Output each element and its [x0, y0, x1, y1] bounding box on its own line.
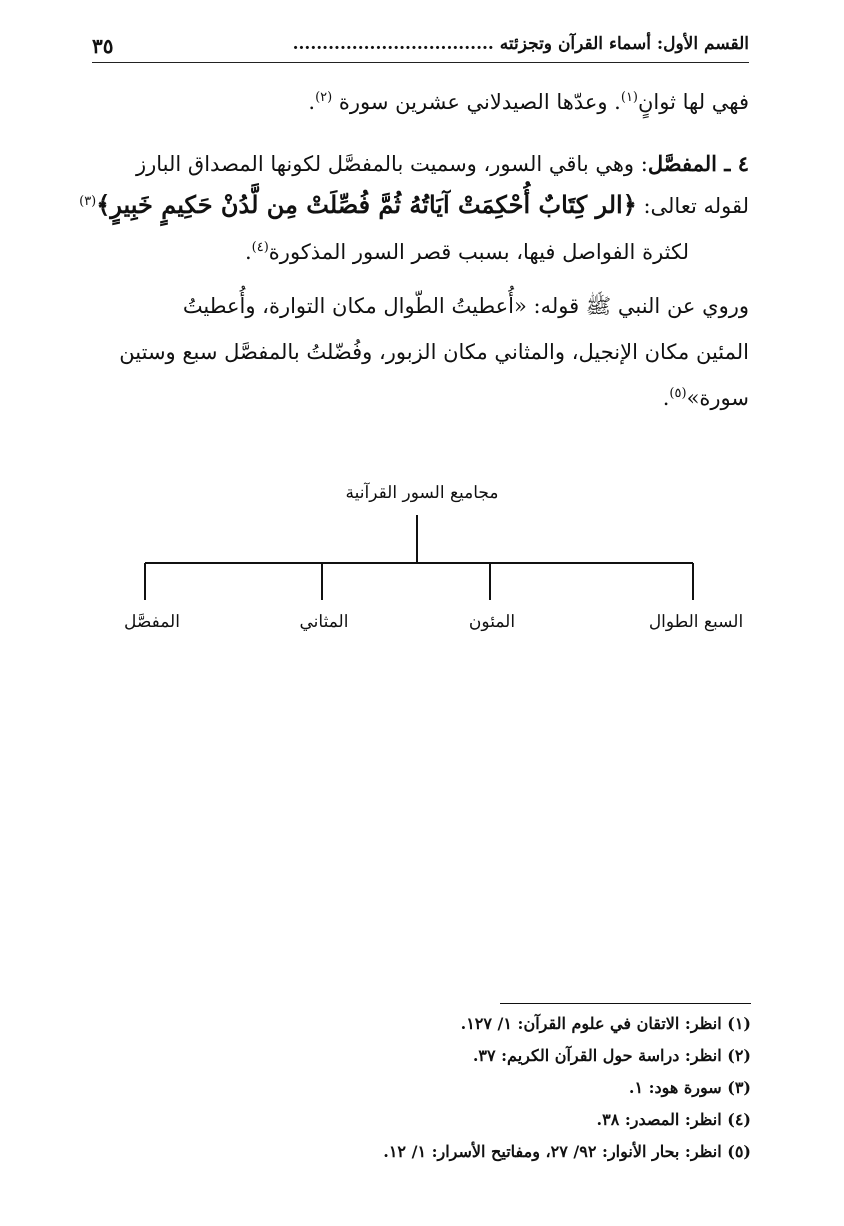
text-segment: لقوله تعالى:	[636, 194, 749, 218]
footnote-ref: (٤)	[251, 240, 269, 255]
footnote-ref: (٢)	[315, 90, 333, 105]
text-segment: المئين مكان الإنجيل، والمثاني مكان الزبور، وفُضّلتُ بالمفصَّل سبع وستين	[119, 340, 749, 364]
diagram-node-mufassal: المفصَّل	[124, 612, 180, 632]
diagram-node-mathani: المثاني	[299, 612, 349, 632]
running-title: القسم الأول: أسماء القرآن وتجزئته	[499, 34, 749, 54]
text-segment: . وعدّها الصيدلاني عشرين سورة	[338, 90, 621, 114]
text-segment: .	[244, 240, 252, 264]
text-segment: سورة»	[686, 386, 749, 410]
text-segment: وروي عن النبي ﷺ قوله: «أُعطيتُ الطّوال مكان التوارة، وأُعطيتُ	[182, 294, 749, 318]
footnote-3: (٣) سورة هود: ١.	[628, 1078, 751, 1097]
footnote-1: (١) انظر: الاتقان في علوم القرآن: ١/ ١٢٧.	[460, 1014, 751, 1033]
footnote-5: (٥) انظر: بحار الأنوار: ٩٢/ ٢٧، ومفاتيح الأسرار: ١/ ١٢.	[383, 1142, 751, 1161]
text-segment: : وهي باقي السور، وسميت بالمفصَّل لكونها المصداق البارز	[136, 152, 648, 176]
text-segment: فهي لها ثوانٍ	[638, 90, 749, 114]
diagram-node-long-suras: السبع الطوال	[648, 612, 744, 632]
footnote-ref: (٥)	[669, 386, 687, 401]
footnote-ref: (١)	[620, 90, 638, 105]
footnote-ref: (٣)	[79, 194, 97, 209]
quran-verse: ﴿الر كِتَابٌ أُحْكِمَتْ آيَاتُهُ ثُمَّ فُصِّلَتْ مِن لَّدُنْ حَكِيمٍ خَبِيرٍ﴾	[96, 190, 637, 219]
text-segment: .	[308, 90, 316, 114]
diagram-root-label: مجاميع السور القرآنية	[345, 483, 499, 503]
item-heading: ٤ ـ المفصَّل	[647, 151, 749, 176]
footnote-2: (٢) انظر: دراسة حول القرآن الكريم: ٣٧.	[472, 1046, 751, 1065]
text-segment: .	[662, 386, 670, 410]
text-segment: لكثرة الفواصل فيها، بسبب قصر السور المذكورة	[268, 240, 689, 264]
header-dots: ..................................	[292, 34, 494, 54]
footnote-separator	[500, 1003, 751, 1004]
page-number: ٣٥	[92, 34, 114, 58]
footnote-4: (٤) انظر: المصدر: ٣٨.	[596, 1110, 751, 1129]
diagram-node-mieen: المئون	[468, 612, 516, 632]
